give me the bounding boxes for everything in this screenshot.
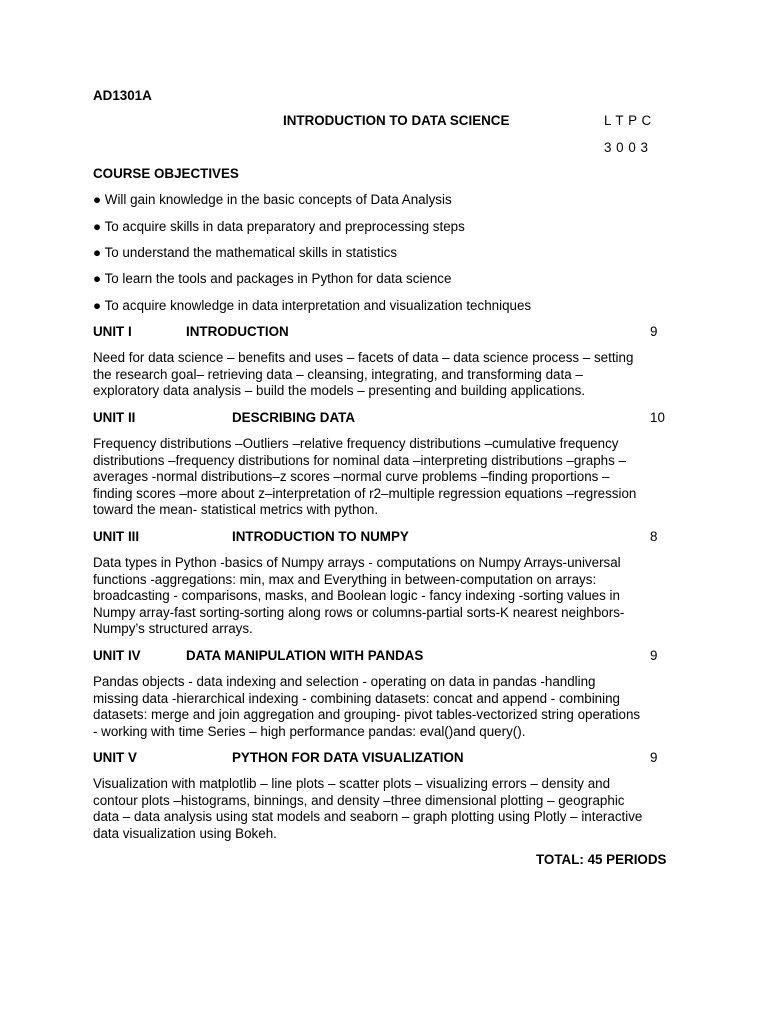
unit-hours: 10 [650, 410, 665, 425]
unit-label: UNIT III [93, 529, 140, 544]
unit-hours: 9 [650, 750, 658, 765]
unit-hours: 9 [650, 324, 658, 339]
unit-hours: 9 [650, 648, 658, 663]
unit-label: UNIT II [93, 410, 136, 425]
unit-content: Data types in Python -basics of Numpy arrays - computations on Numpy Arrays-universal functions -aggregations: min, max and Everything in between-computation on arrays: broadcasting - comparisons, masks, and Boolean logic - fancy indexing -sorting values in Numpy array-fast sorting-sorting along rows or columns-partial sorts-K nearest neighbors- Numpy’s structured arrays. [93, 555, 625, 637]
objective-item: ● To acquire skills in data preparatory and preprocessing steps [93, 219, 465, 234]
unit-label: UNIT I [93, 324, 132, 339]
total-periods: TOTAL: 45 PERIODS [536, 852, 667, 867]
objective-item: ● To acquire knowledge in data interpretation and visualization techniques [93, 298, 532, 313]
ltpc-values: 3 0 0 3 [604, 140, 649, 155]
course-title: INTRODUCTION TO DATA SCIENCE [283, 113, 510, 128]
unit-content: Visualization with matplotlib – line plots – scatter plots – visualizing errors – density and contour plots –histograms, binnings, and density –three dimensional plotting – geographic data – data analysis using stat models and seaborn – graph plotting using Plotly – interactive data visualization using Bokeh. [93, 776, 643, 841]
unit-label: UNIT IV [93, 648, 141, 663]
objectives-heading: COURSE OBJECTIVES [93, 166, 239, 181]
unit-title: DATA MANIPULATION WITH PANDAS [186, 648, 424, 663]
unit-hours: 8 [650, 529, 658, 544]
objective-item: ● Will gain knowledge in the basic concepts of Data Analysis [93, 192, 452, 207]
unit-content: Pandas objects - data indexing and selection - operating on data in pandas -handling missing data -hierarchical indexing - combining datasets: concat and append - combining datasets: merge and join aggregation and grouping- pivot tables-vectorized string operations - working with time Series – high performance pandas: eval()and query(). [93, 674, 641, 739]
unit-content: Frequency distributions –Outliers –relative frequency distributions –cumulative frequency distributions –frequency distributions for nominal data –interpreting distributions –graphs – averages -normal distributions–z scores –normal curve problems –finding proportions – finding scores –more about z–interpretation of r2–multiple regression equations –regression toward the mean- statistical metrics with python. [93, 436, 637, 518]
objective-item: ● To learn the tools and packages in Python for data science [93, 271, 452, 286]
course-code: AD1301A [93, 88, 152, 103]
unit-title: INTRODUCTION [186, 324, 289, 339]
unit-label: UNIT V [93, 750, 137, 765]
unit-title: PYTHON FOR DATA VISUALIZATION [232, 750, 464, 765]
unit-title: DESCRIBING DATA [232, 410, 355, 425]
ltpc-header: L T P C [604, 113, 652, 128]
unit-content: Need for data science – benefits and uses – facets of data – data science process – setting the research goal– retrieving data – cleansing, integrating, and transforming data – exploratory data analysis – build the models – presenting and building applications. [93, 350, 634, 399]
objective-item: ● To understand the mathematical skills in statistics [93, 245, 398, 260]
unit-title: INTRODUCTION TO NUMPY [232, 529, 409, 544]
